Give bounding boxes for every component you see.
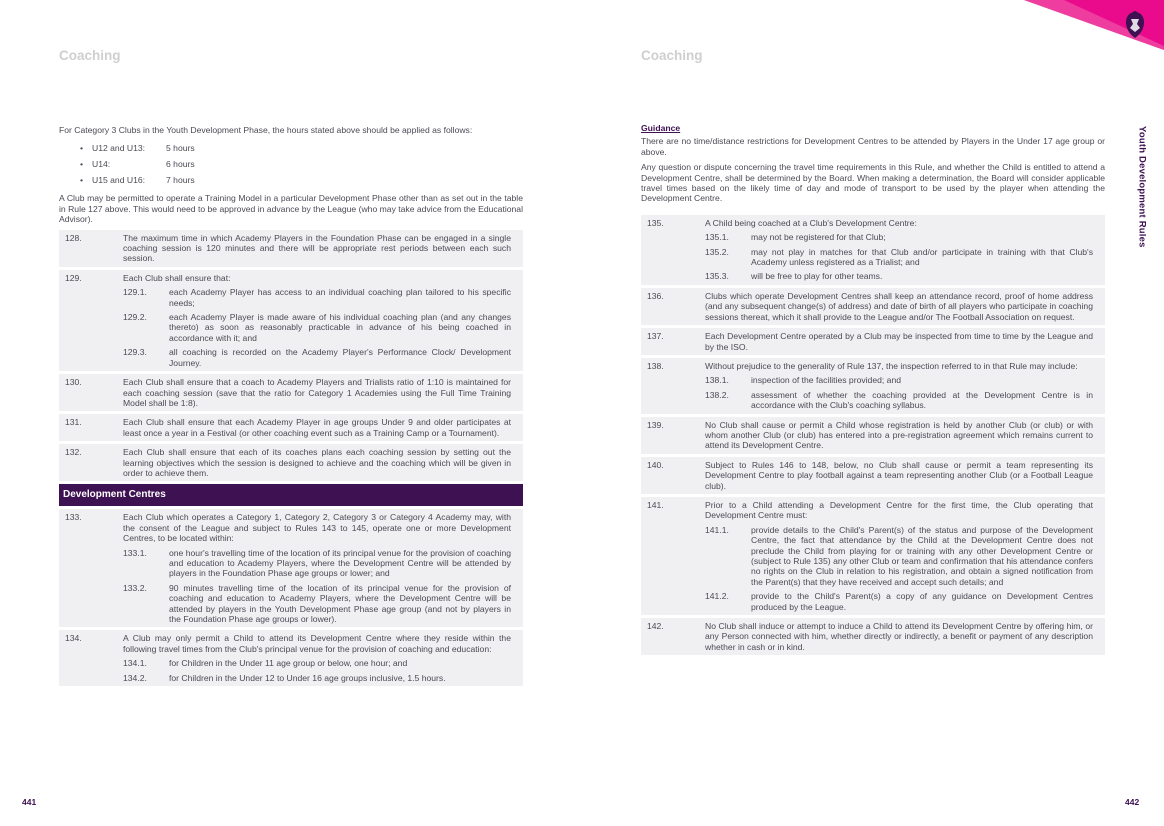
hours-value: 6 hours	[166, 159, 195, 170]
sub-rule-item	[123, 347, 511, 368]
rule-item	[641, 497, 1105, 615]
rule-text: No Club shall cause or permit a Child whose registration is held by another Club (or club) or with whom another Club (or club) has entered into a pre-registration agreement which remains current to attend its Development Centre.	[705, 419, 1093, 451]
development-centres-heading: Development Centres	[59, 484, 523, 506]
rule-text: Each Club shall ensure that each Academy Player in age groups Under 9 and older participates at least once a year in a Festival (or other coaching event such as a Training Camp or a Tournament).	[123, 417, 511, 438]
rule-text: A Club may only permit a Child to attend its Development Centre where they reside within the following travel times from the Club's principal venue for the provision of coaching and education:	[123, 633, 511, 654]
rule-body	[123, 377, 511, 408]
sub-rule-number: 138.1.	[705, 375, 729, 386]
rule-item	[59, 230, 523, 267]
rule-number: 129.	[65, 272, 82, 283]
rule-body	[705, 361, 1093, 411]
sub-rule-text: provide details to the Child's Parent(s) of the status and purpose of the Development Centre, the fact that attendance by the Child at the Development Centre does not preclude the Child from playing for or training with any other Development Centre or (subject to Rule 135) any other Club or team and confirmation that his attendance confers no rights on the Club in relation to his registration, and obtain a signed notification from the Parent(s) that they have received and accept such details; and	[751, 524, 1093, 587]
sub-rule-item	[705, 390, 1093, 411]
rule-item	[641, 358, 1105, 414]
sub-rule-text: each Academy Player has access to an individual coaching plan tailored to his specific needs;	[169, 287, 511, 308]
rule-number: 134.	[65, 633, 82, 644]
sub-rule-number: 135.3.	[705, 271, 729, 282]
hours-label: U14:	[92, 159, 111, 170]
sub-rule-text: for Children in the Under 11 age group or below, one hour; and	[169, 658, 408, 669]
training-model-note: A Club may be permitted to operate a Training Model in a particular Development Phase other than as set out in the table in Rule 127 above. This would need to be approved in advance by the League (who may take advice from the Educational Advisor).	[59, 193, 523, 225]
section-title: Coaching	[59, 48, 121, 63]
hours-value: 7 hours	[166, 175, 195, 186]
sub-rule-number: 135.1.	[705, 232, 729, 243]
rule-body	[123, 633, 511, 683]
right-page	[582, 0, 1164, 826]
rule-number: 139.	[647, 419, 664, 430]
rule-body	[123, 512, 511, 624]
rule-item	[641, 457, 1105, 494]
rules-list	[641, 215, 1105, 655]
rule-number: 135.	[647, 217, 664, 228]
rules-list	[59, 509, 523, 686]
rule-number: 130.	[65, 377, 82, 388]
sub-rule-text: each Academy Player is made aware of his individual coaching plan (and any changes thereto) as soon as reasonably practicable in advance of his being coached in accordance with it; and	[169, 312, 511, 343]
lion-icon	[1122, 10, 1148, 40]
rule-body	[705, 621, 1093, 652]
sub-rule-text: all coaching is recorded on the Academy Player's Performance Clock/ Development Journey.	[169, 347, 511, 368]
sub-rule-number: 135.2.	[705, 246, 729, 257]
rule-body	[123, 233, 511, 264]
sub-rule-item	[705, 591, 1093, 612]
rule-text: Each Club shall ensure that a coach to Academy Players and Trialists ratio of 1:10 is maintained for each coaching session (save that the ratio for Category 1 Academies using the Full Time Training Model shall be 1:8).	[123, 377, 511, 408]
rule-text: Each Development Centre operated by a Club may be inspected from time to time by the League and by the ISO.	[705, 331, 1093, 352]
sub-rule-text: will be free to play for other teams.	[751, 271, 883, 282]
rule-number: 142.	[647, 621, 664, 632]
sub-rule-item	[123, 287, 511, 308]
hours-label: U12 and U13:	[92, 143, 146, 154]
left-content	[59, 125, 523, 689]
page-number: 442	[1125, 797, 1140, 807]
rule-number: 133.	[65, 512, 82, 523]
rule-item	[641, 288, 1105, 325]
rule-item	[59, 374, 523, 411]
sub-rule-text: provide to the Child's Parent(s) a copy of any guidance on Development Centres produced by the League.	[751, 591, 1093, 612]
sub-rule-number: 138.2.	[705, 389, 729, 400]
rule-body	[705, 460, 1093, 491]
sub-rule-item	[123, 312, 511, 343]
rule-number: 141.	[647, 499, 664, 510]
right-content	[641, 123, 1105, 658]
rule-text: Subject to Rules 146 to 148, below, no Club shall cause or permit a team representing its Development Centre to play football against a team representing another Club (or a Football League club).	[705, 459, 1093, 491]
rule-text: Each Club shall ensure that each of its coaches plans each coaching session by setting out the learning objectives which the session is designed to achieve and the coaching which will be given in order to achieve them.	[123, 447, 511, 478]
rule-body	[705, 420, 1093, 451]
rule-item	[59, 270, 523, 371]
section-title: Coaching	[641, 48, 703, 63]
sub-rule-item	[705, 232, 1093, 242]
rule-text: A Child being coached at a Club's Development Centre:	[705, 217, 917, 228]
rule-item	[641, 215, 1105, 285]
sub-rule-text: for Children in the Under 12 to Under 16 age groups inclusive, 1.5 hours.	[169, 672, 446, 683]
rule-body	[123, 447, 511, 478]
rule-text: Without prejudice to the generality of Rule 137, the inspection referred to in that Rule may include:	[705, 360, 1078, 371]
hours-item	[92, 140, 523, 156]
guidance-paragraph: Any question or dispute concerning the travel time requirements in this Rule, and whether the Child is entitled to attend a Development Centre, shall be determined by the Board. When making a determination, the Board will consider applicable travel times based on the likely time of day and mode of transport to be used by the player when attending the Development Centre.	[641, 162, 1105, 204]
hours-item	[92, 172, 523, 188]
sub-rule-text: inspection of the facilities provided; and	[751, 375, 902, 386]
sub-rule-number: 133.2.	[123, 582, 147, 593]
sub-rule-item	[705, 375, 1093, 385]
rule-number: 132.	[65, 447, 82, 458]
rule-text: Prior to a Child attending a Development Centre for the first time, the Club operating that Development Centre must:	[705, 499, 1093, 521]
sub-rule-number: 133.1.	[123, 547, 147, 558]
rule-text: Clubs which operate Development Centres shall keep an attendance record, proof of home address (and any subsequent change(s) of address) and date of birth of all players who participate in coaching sessions thereat, which it shall provide to the League and/or The Football Association on request.	[705, 290, 1093, 322]
sub-rule-item	[705, 525, 1093, 587]
rule-body	[705, 291, 1093, 322]
rule-number: 140.	[647, 459, 664, 470]
hours-item	[92, 156, 523, 172]
side-section-label: Youth Development Rules	[1136, 126, 1148, 248]
rule-number: 138.	[647, 360, 664, 371]
rule-text: Each Club shall ensure that:	[123, 272, 231, 283]
hours-label: U15 and U16:	[92, 175, 146, 186]
sub-rule-text: may not be registered for that Club;	[751, 232, 886, 243]
sub-rule-text: one hour's travelling time of the location of its principal venue for the provision of coaching and education to Academy Players, where the Development Centre will be attended by players in the Foundation Phase age groups or lower; and	[169, 547, 511, 579]
rule-body	[705, 500, 1093, 612]
sub-rule-item	[123, 673, 511, 683]
sub-rule-item	[705, 271, 1093, 281]
page-number: 441	[22, 797, 37, 807]
sub-rule-item	[123, 658, 511, 668]
hours-value: 5 hours	[166, 143, 195, 154]
sub-rule-item	[123, 583, 511, 625]
sub-rule-number: 134.1.	[123, 658, 147, 669]
rule-item	[641, 618, 1105, 655]
rule-number: 131.	[65, 417, 82, 428]
sub-rule-number: 134.2.	[123, 672, 147, 683]
sub-rule-number: 129.3.	[123, 347, 147, 358]
rule-number: 137.	[647, 331, 664, 342]
rule-number: 128.	[65, 232, 82, 243]
rule-text: The maximum time in which Academy Players in the Foundation Phase can be engaged in a single coaching session is 120 minutes and there will be appropriate rest periods between each such session.	[123, 232, 511, 264]
rule-item	[59, 630, 523, 686]
rule-body	[123, 273, 511, 368]
rule-item	[59, 509, 523, 627]
rule-body	[123, 417, 511, 438]
rule-item	[59, 414, 523, 441]
sub-rule-item	[705, 247, 1093, 268]
sub-rule-text: may not play in matches for that Club and/or participate in training with that Club's Academy unless registered as a Trialist; and	[751, 246, 1093, 268]
sub-rule-item	[123, 548, 511, 579]
hours-list	[59, 140, 523, 188]
rules-list	[59, 230, 523, 482]
guidance-heading: Guidance	[641, 123, 681, 133]
sub-rule-text: 90 minutes travelling time of the location of its principal venue for the provision of coaching and education to Academy Players, where the Development Centre will be attended by players in the Youth Development Phase age group (and not by players in the Foundation Phase age groups or lower).	[169, 582, 511, 624]
rule-item	[641, 417, 1105, 454]
sub-rule-number: 129.1.	[123, 287, 147, 298]
rule-item	[641, 328, 1105, 355]
sub-rule-number: 141.1.	[705, 524, 729, 535]
sub-rule-number: 141.2.	[705, 591, 729, 602]
rule-number: 136.	[647, 290, 664, 301]
rule-text: Each Club which operates a Category 1, Category 2, Category 3 or Category 4 Academy may, with the consent of the League and subject to Rules 143 to 145, operate one or more Development Centres, to be located within:	[123, 512, 511, 544]
guidance-paragraph: There are no time/distance restrictions for Development Centres to be attended by Players in the Under 17 age group or above.	[641, 136, 1105, 157]
sub-rule-number: 129.2.	[123, 312, 147, 323]
rule-item	[59, 444, 523, 481]
intro-paragraph: For Category 3 Clubs in the Youth Development Phase, the hours stated above should be applied as follows:	[59, 125, 473, 135]
rule-body	[705, 331, 1093, 352]
rule-text: No Club shall induce or attempt to induce a Child to attend its Development Centre by offering him, or any Person connected with him, whether directly or indirectly, a benefit or payment of any description whether in cash or in kind.	[705, 621, 1093, 652]
rule-body	[705, 218, 1093, 282]
sub-rule-text: assessment of whether the coaching provided at the Development Centre is in accordance with the Club's coaching syllabus.	[751, 389, 1093, 411]
